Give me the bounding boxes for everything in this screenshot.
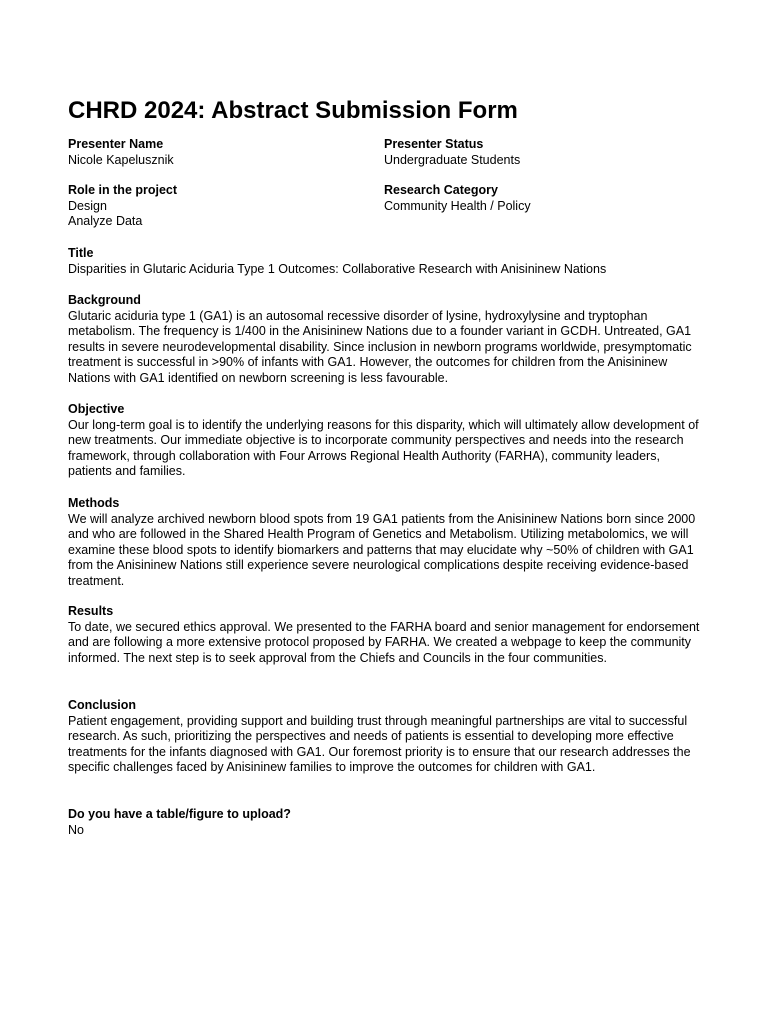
presenter-status-label: Presenter Status [384, 137, 484, 151]
abstract-title-value: Disparities in Glutaric Aciduria Type 1 Outcomes: Collaborative Research with Anisininew Nations [68, 261, 607, 276]
role-value-analyze-data: Analyze Data [68, 214, 143, 229]
background-label: Background [68, 293, 141, 307]
background-text: Glutaric aciduria type 1 (GA1) is an autosomal recessive disorder of lysine, hydroxylysine and tryptophan metabolism. The frequency is 1/400 in the Anisininew Nations due to a founder variant in GCDH. Untreated, GA1 results in severe neurodevelopmental disability. Since inclusion in newborn programs worldwide, presymptomatic treatment is successful in >90% of infants with GA1. However, the outcomes for children from the Anisininew Nations with GA1 identified on newborn screening is less favourable. [68, 308, 692, 385]
upload-question-label: Do you have a table/figure to upload? [68, 807, 291, 821]
role-label: Role in the project [68, 183, 178, 197]
presenter-name-label: Presenter Name [68, 137, 164, 151]
upload-section [68, 807, 702, 838]
abstract-title-label: Title [68, 246, 94, 260]
objective-label: Objective [68, 402, 125, 416]
role-field [68, 183, 177, 230]
results-text: To date, we secured ethics approval. We presented to the FARHA board and senior management for endorsement and are following a more extensive protocol proposed by FARHA. We created a webpage to keep the community informed. The next step is to seek approval from the Chiefs and Councils in the four communities. [68, 619, 700, 665]
presenter-status-value: Undergraduate Students [384, 152, 521, 167]
objective-section [68, 402, 702, 480]
presenter-name-value: Nicole Kapelusznik [68, 152, 174, 167]
abstract-title-section [68, 246, 702, 277]
research-category-field [384, 183, 531, 214]
conclusion-label: Conclusion [68, 698, 137, 712]
research-category-value: Community Health / Policy [384, 198, 531, 213]
conclusion-text: Patient engagement, providing support and building trust through meaningful partnerships are vital to successful research. As such, prioritizing the perspectives and needs of patients is essential to developing more effective treatments for the infants diagnosed with GA1. Our foremost priority is to ensure that our research addresses the specific challenges faced by Anisininew families to improve the outcomes for children with GA1. [68, 713, 691, 775]
page-title: CHRD 2024: Abstract Submission Form [68, 97, 518, 124]
research-category-label: Research Category [384, 183, 498, 197]
upload-answer-value: No [68, 822, 84, 837]
role-value-design: Design [68, 198, 107, 213]
methods-label: Methods [68, 496, 120, 510]
methods-section [68, 496, 702, 590]
conclusion-section [68, 698, 702, 776]
results-section [68, 604, 702, 666]
methods-text: We will analyze archived newborn blood spots from 19 GA1 patients from the Anisininew Nations born since 2000 and who are followed in the Shared Health Program of Genetics and Metabolism. Utilizing metabolomics, we will examine these blood spots to identify biomarkers and patterns that may elucidate why ~50% of children with GA1 from the Anisininew Nations still experience severe neurological complications despite receiving evidence-based treatment. [68, 511, 696, 588]
results-label: Results [68, 604, 114, 618]
presenter-name-field [68, 137, 174, 168]
presenter-status-field [384, 137, 520, 168]
background-section [68, 293, 702, 387]
objective-text: Our long-term goal is to identify the underlying reasons for this disparity, which will ultimately allow development of new treatments. Our immediate objective is to incorporate community perspectives and needs into the research framework, through collaboration with Four Arrows Regional Health Authority (FARHA), community leaders, patients and families. [68, 417, 699, 479]
